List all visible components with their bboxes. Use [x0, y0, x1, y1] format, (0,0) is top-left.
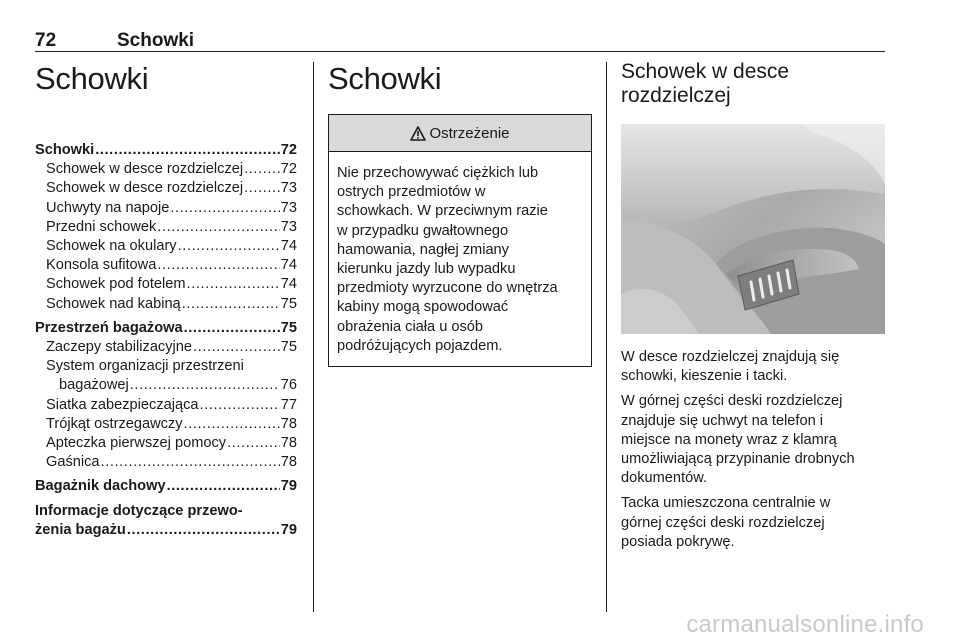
toc-entry — [35, 521, 297, 540]
toc-leader-dots — [187, 275, 280, 294]
toc-entry-label: Trójkąt ostrzegawczy — [46, 415, 183, 432]
paragraph-line: górnej części deski rozdzielczej — [621, 514, 825, 531]
paragraph-line: schowki, kieszenie i tacki. — [621, 368, 788, 385]
toc-page-number: 79 — [280, 478, 297, 495]
toc-page-number: 78 — [280, 454, 297, 471]
paragraph-line: W desce rozdzielczej znajdują się — [621, 349, 840, 365]
toc-leader-dots — [193, 338, 280, 357]
toc-entry-label: Przestrzeń bagażowa — [35, 319, 183, 336]
chapter-title: Schowki — [35, 61, 149, 96]
column-divider-1 — [313, 62, 314, 612]
glovebox-heading — [621, 60, 885, 108]
toc-leader-dots — [200, 396, 280, 415]
page-header — [35, 26, 885, 52]
toc-page-number: 73 — [280, 218, 297, 235]
heading-line: rozdzielczej — [621, 84, 731, 107]
toc-page-number: 76 — [280, 377, 297, 394]
warning-line: podróżujących pojazdem. — [337, 337, 503, 354]
toc-entry-label: Uchwyty na napoje — [46, 199, 170, 216]
paragraph-line: umożliwiającą przypinanie drobnych — [621, 451, 855, 468]
header-rule — [35, 51, 885, 52]
toc-entry-line: Informacje dotyczące przewo- — [35, 502, 243, 519]
toc-entry — [35, 415, 297, 434]
paragraph-line: dokumentów. — [621, 470, 707, 487]
toc-leader-dots — [101, 453, 280, 472]
toc-leader-dots — [182, 295, 280, 314]
glovebox-photo — [621, 124, 885, 334]
toc-entry-label: żenia bagażu — [35, 521, 126, 538]
toc-entry — [35, 275, 297, 294]
toc-entry — [35, 477, 297, 496]
toc-entry — [35, 396, 297, 415]
paragraph-line: W górnej części deski rozdzielczej — [621, 393, 843, 410]
toc-entry-label: Schowek na okulary — [46, 238, 177, 255]
warning-box — [328, 114, 592, 367]
toc-entry — [35, 453, 297, 472]
toc-entry — [35, 237, 297, 256]
toc-page-number: 77 — [280, 396, 297, 413]
toc-leader-dots — [167, 477, 280, 496]
toc-entry — [35, 199, 297, 218]
toc-leader-dots — [170, 199, 279, 218]
body-paragraph — [621, 392, 885, 488]
toc-page-number: 73 — [280, 199, 297, 216]
toc-entry-label: Gaśnica — [46, 454, 100, 471]
warning-title: Ostrzeżenie — [429, 124, 510, 142]
toc-entry-line: System organizacji przestrzeni — [46, 358, 244, 375]
toc-page-number: 72 — [280, 142, 297, 158]
toc-entry — [35, 295, 297, 314]
paragraph-line: miejsce na monety wraz z klamrą — [621, 431, 837, 448]
toc-leader-dots — [184, 415, 280, 434]
toc-page-number: 75 — [280, 339, 297, 356]
toc-entry-label: Apteczka pierwszej pomocy — [46, 435, 227, 452]
warning-column — [328, 60, 592, 367]
warning-line: Nie przechowywać ciężkich lub — [337, 165, 539, 181]
toc-entry-label: Siatka zabezpieczająca — [46, 396, 199, 413]
toc-page-number: 72 — [280, 161, 297, 178]
warning-line: kierunku jazdy lub wypadku — [337, 261, 516, 278]
heading-line: Schowek w desce — [621, 60, 790, 83]
warning-line: ostrych przedmiotów w — [337, 184, 486, 201]
warning-text — [329, 152, 591, 366]
toc-page-number: 78 — [280, 435, 297, 452]
toc-leader-dots — [127, 521, 280, 540]
warning-triangle-icon — [410, 126, 426, 141]
toc-leader-dots — [157, 256, 279, 275]
warning-line: w przypadku gwałtownego — [337, 222, 509, 239]
toc-entry-label: Schowek pod fotelem — [46, 276, 186, 293]
paragraph-line: posiada pokrywę. — [621, 533, 735, 550]
toc-entry-label: Przedni schowek — [46, 218, 157, 235]
toc-leader-dots — [244, 179, 280, 198]
toc-leader-dots — [95, 141, 280, 160]
toc-entry — [35, 434, 297, 453]
table-of-contents — [35, 141, 297, 540]
warning-line: hamowania, nagłej zmiany — [337, 241, 509, 258]
toc-page-number: 75 — [280, 319, 297, 336]
toc-leader-dots — [184, 319, 280, 338]
toc-entry — [35, 218, 297, 237]
toc-entry-label: Schowek w desce rozdzielczej — [46, 180, 244, 197]
toc-entry — [35, 376, 297, 395]
toc-entry — [35, 256, 297, 275]
toc-entry-label: Schowek w desce rozdzielczej — [46, 161, 244, 178]
toc-leader-dots — [227, 434, 280, 453]
page-number: 72 — [35, 30, 57, 51]
toc-page-number: 74 — [280, 257, 297, 274]
toc-entry — [35, 319, 297, 338]
toc-entry-label: Zaczepy stabilizacyjne — [46, 339, 193, 356]
toc-page-number: 79 — [280, 521, 297, 538]
toc-entry — [35, 338, 297, 357]
toc-column — [35, 60, 297, 540]
warning-line: obrażenia ciała u osób — [337, 318, 484, 335]
toc-leader-dots — [130, 376, 280, 395]
watermark: carmanualsonline.info — [686, 611, 924, 638]
body-paragraph — [621, 494, 885, 552]
toc-entry-label: Bagażnik dachowy — [35, 478, 166, 495]
toc-entry — [35, 179, 297, 198]
toc-entry-label: Schowek nad kabiną — [46, 295, 181, 312]
warning-header — [329, 115, 591, 152]
toc-leader-dots — [178, 237, 280, 256]
warning-line: schowkach. W przeciwnym razie — [337, 203, 548, 220]
toc-entry-label: Schowki — [35, 142, 95, 158]
paragraph-line: Tacka umieszczona centralnie w — [621, 495, 831, 512]
toc-leader-dots — [157, 218, 279, 237]
toc-entry-label: bagażowej — [59, 377, 129, 394]
toc-leader-dots — [244, 160, 280, 179]
toc-page-number: 78 — [280, 415, 297, 432]
paragraph-line: znajduje się uchwyt na telefon i — [621, 412, 824, 429]
toc-page-number: 75 — [280, 295, 297, 312]
toc-entry — [35, 141, 297, 160]
section-title: Schowki — [328, 61, 442, 96]
toc-entry — [35, 160, 297, 179]
toc-page-number: 74 — [280, 238, 297, 255]
warning-line: kabiny mogą spowodować — [337, 299, 509, 316]
toc-page-number: 74 — [280, 276, 297, 293]
warning-line: przedmioty wyrzucone do wnętrza — [337, 280, 558, 297]
column-divider-2 — [606, 62, 607, 612]
toc-entry-label: Konsola sufitowa — [46, 257, 157, 274]
running-title: Schowki — [117, 30, 195, 51]
glovebox-paragraphs — [621, 348, 885, 552]
toc-page-number: 73 — [280, 180, 297, 197]
glovebox-column — [621, 60, 885, 552]
body-paragraph — [621, 348, 885, 386]
